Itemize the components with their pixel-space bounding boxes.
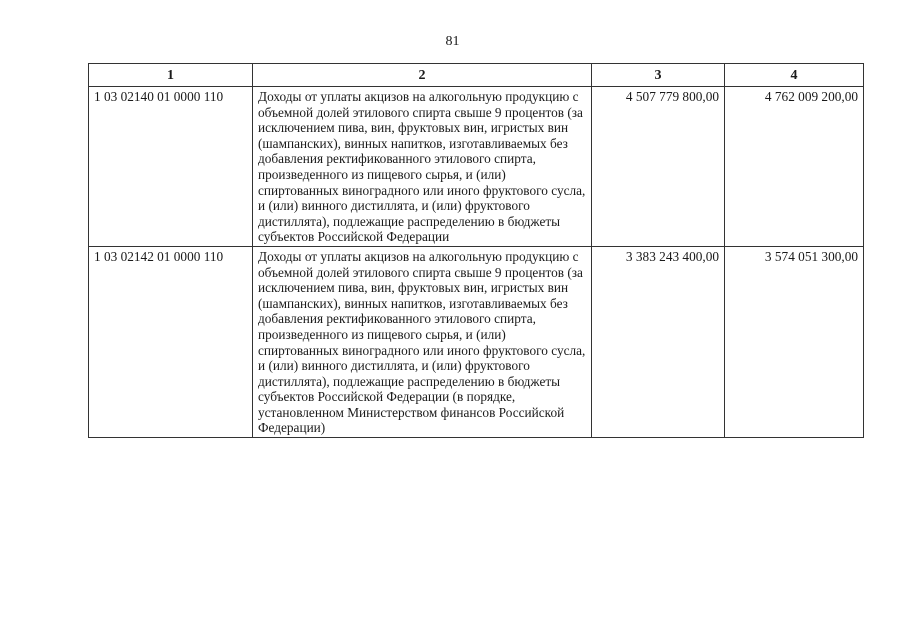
column-header-3: 3	[592, 64, 725, 87]
amount-column-4-cell: 3 574 051 300,00	[725, 246, 864, 437]
description-cell: Доходы от уплаты акцизов на алкогольную продукцию с объемной долей этилового спирта свыше 9 процентов (за исключением пива, вин, фруктовых вин, игристых вин (шампанских), винных напитков, изготавливаемых без добавления ректификованного этилового спирта, произведенного из пищевого сырья, и (или) спиртованных виноградного или иного фруктового сусла, и (или) винного дистиллята, и (или) фруктового дистиллята), подлежащие распределению в бюджеты субъектов Российской Федерации (в порядке, установленном Министерством финансов Российской Федерации)	[253, 246, 592, 437]
budget-code-cell: 1 03 02140 01 0000 110	[89, 87, 253, 247]
column-header-1: 1	[89, 64, 253, 87]
amount-column-3-cell: 3 383 243 400,00	[592, 246, 725, 437]
budget-code-cell: 1 03 02142 01 0000 110	[89, 246, 253, 437]
table-header-row	[89, 64, 864, 87]
table-row	[89, 246, 864, 437]
column-header-2: 2	[253, 64, 592, 87]
amount-column-4-cell: 4 762 009 200,00	[725, 87, 864, 247]
amount-column-3-cell: 4 507 779 800,00	[592, 87, 725, 247]
revenue-table	[88, 63, 864, 438]
table-row	[89, 87, 864, 247]
column-header-4: 4	[725, 64, 864, 87]
description-cell: Доходы от уплаты акцизов на алкогольную продукцию с объемной долей этилового спирта свыше 9 процентов (за исключением пива, вин, фруктовых вин, игристых вин (шампанских), винных напитков, изготавливаемых без добавления ректификованного этилового спирта, произведенного из пищевого сырья, и (или) спиртованных виноградного или иного фруктового сусла, и (или) винного дистиллята, и (или) фруктового дистиллята), подлежащие распределению в бюджеты субъектов Российской Федерации	[253, 87, 592, 247]
page-number: 81	[445, 34, 460, 49]
